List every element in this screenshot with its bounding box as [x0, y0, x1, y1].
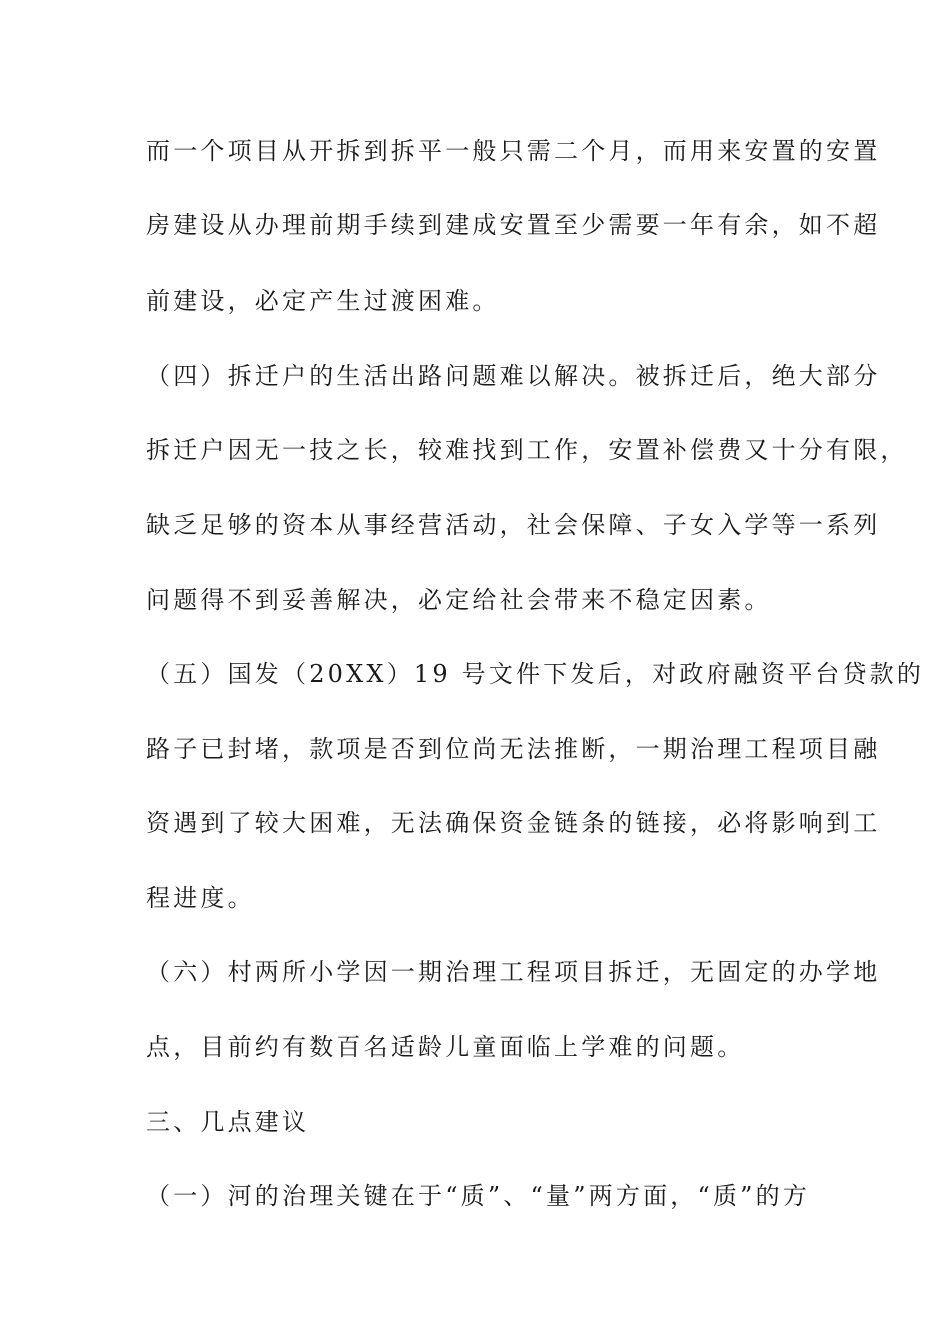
paragraph-four-heading: （四）拆迁户的生活出路问题难以解决。被拆迁后，绝大部分	[146, 362, 881, 390]
paragraph-six-heading: （六）村两所小学因一期治理工程项目拆迁，无固定的办学地	[146, 958, 881, 986]
text-line: 资遇到了较大困难，无法确保资金链条的链接，必将影响到工	[146, 809, 881, 837]
paragraph-five-heading: （五）国发（20XX）19 号文件下发后，对政府融资平台贷款的	[146, 660, 925, 688]
text-line: 而一个项目从开拆到拆平一般只需二个月，而用来安置的安置	[146, 137, 881, 165]
paragraph-one-heading: （一）河的治理关键在于“质”、“量”两方面，“质”的方	[146, 1182, 811, 1210]
text-line: 点，目前约有数百名适龄儿童面临上学难的问题。	[146, 1033, 745, 1061]
text-line: 前建设，必定产生过渡困难。	[146, 287, 500, 315]
text-line: 拆迁户因无一技之长，较难找到工作，安置补偿费又十分有限，	[146, 436, 908, 464]
text-line: 缺乏足够的资本从事经营活动，社会保障、子女入学等一系列	[146, 511, 881, 539]
section-heading: 三、几点建议	[146, 1108, 310, 1136]
text-line: 程进度。	[146, 884, 255, 912]
text-line: 路子已封堵，款项是否到位尚无法推断，一期治理工程项目融	[146, 735, 881, 763]
text-line: 问题得不到妥善解决，必定给社会带来不稳定因素。	[146, 586, 772, 614]
text-line: 房建设从办理前期手续到建成安置至少需要一年有余，如不超	[146, 211, 881, 239]
